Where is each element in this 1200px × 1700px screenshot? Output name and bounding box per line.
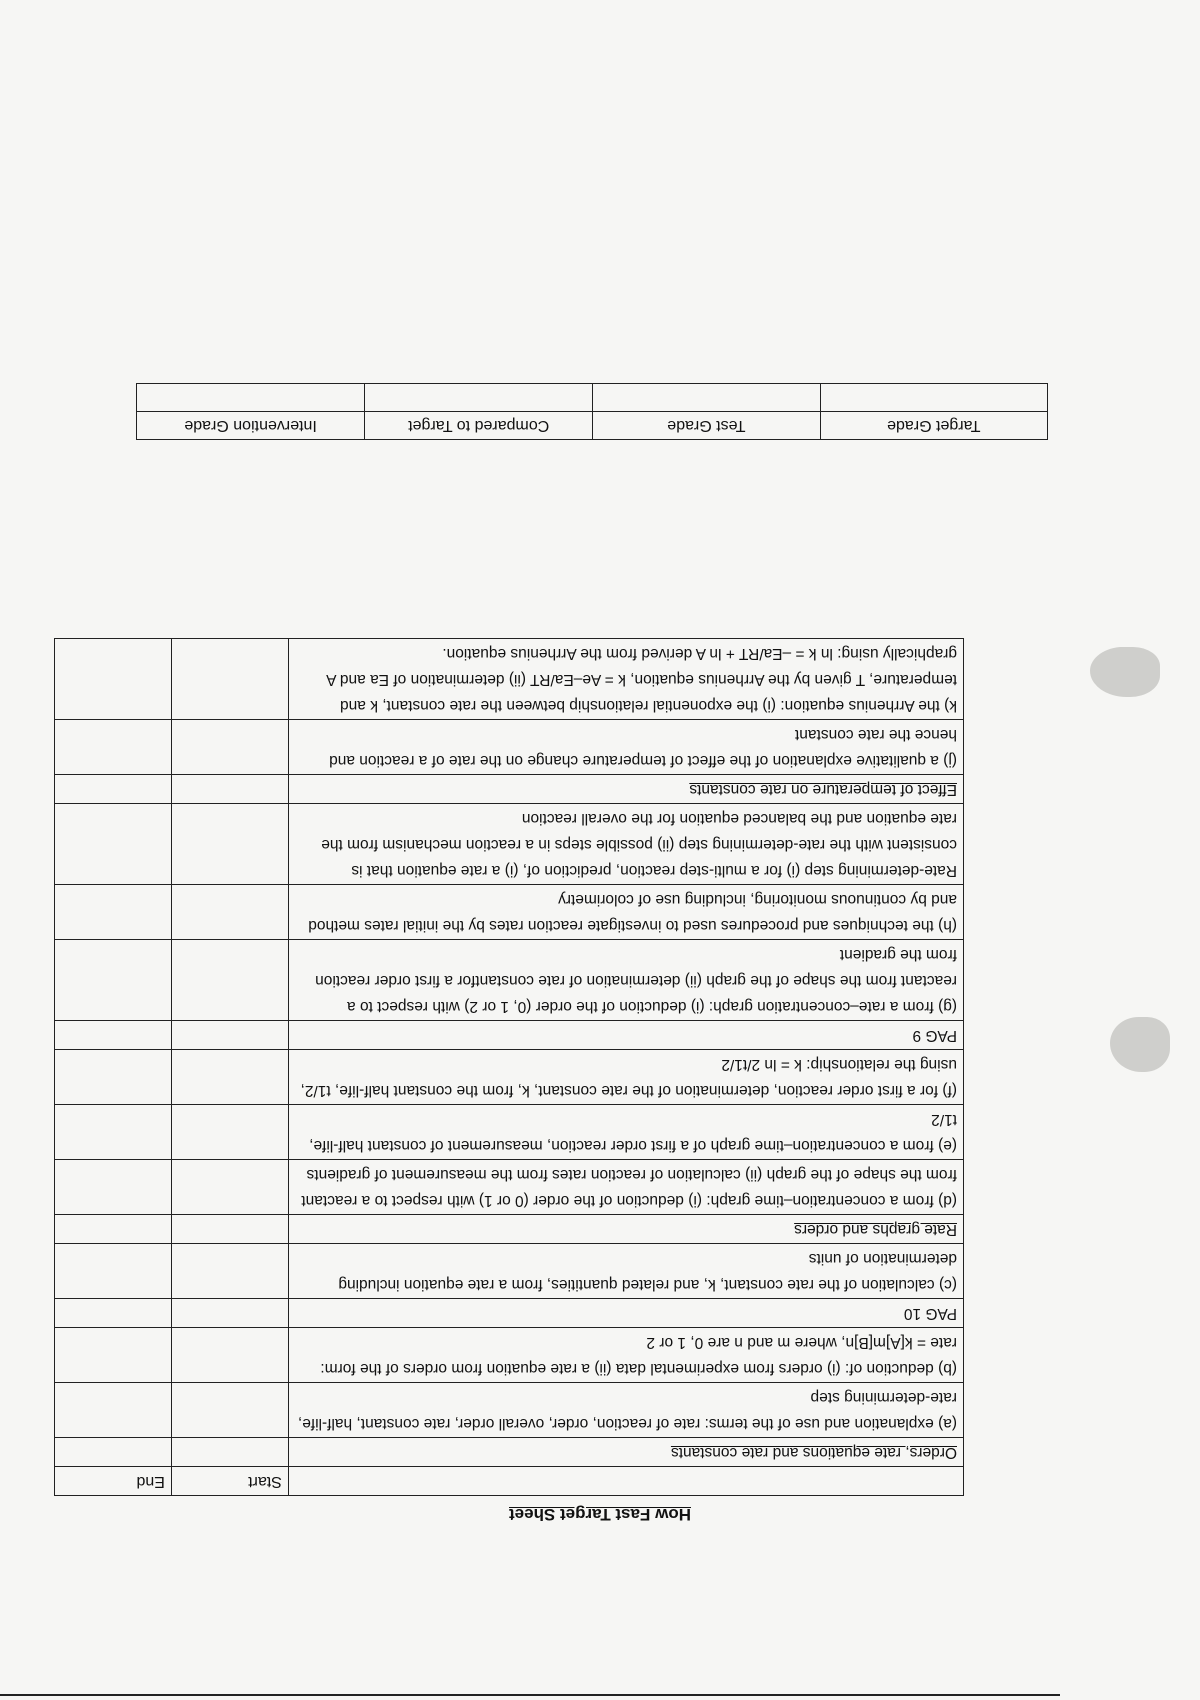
objective-text: (j) a qualitative explanation of the effect of temperature change on the rate of a reaction and hence the rate constant bbox=[288, 720, 963, 775]
end-cell bbox=[55, 804, 172, 885]
objective-text: (c) calculation of the rate constant, k, and related quantities, from a rate equation including determination of units bbox=[288, 1244, 963, 1299]
objective-row bbox=[55, 1160, 964, 1215]
objective-text: k) the Arrhenius equation: (i) the exponential relationship between the rate constant, k and temperature, T given by the Arrhenius equation, k = Ae–Ea/RT (ii) determination of Ea and A graphically using: ln k = –Ea/RT + ln A derived from the Arrhenius equation. bbox=[288, 639, 963, 720]
ink-smudge bbox=[1090, 647, 1160, 697]
table-header-row bbox=[55, 1467, 964, 1496]
grade-target-value bbox=[820, 384, 1047, 412]
pag-label: PAG 9 bbox=[288, 1021, 963, 1050]
start-cell bbox=[171, 1021, 288, 1050]
end-cell bbox=[55, 1215, 172, 1244]
grade-value-row bbox=[137, 384, 1048, 412]
grade-test-value bbox=[593, 384, 820, 412]
ink-smudge bbox=[1110, 1017, 1170, 1072]
start-cell bbox=[171, 639, 288, 720]
objective-row bbox=[55, 804, 964, 885]
grade-test-header: Test Grade bbox=[593, 412, 820, 440]
header-blank-cell bbox=[288, 1467, 963, 1496]
start-cell bbox=[171, 804, 288, 885]
start-cell bbox=[171, 1244, 288, 1299]
objective-row bbox=[55, 1328, 964, 1383]
end-cell bbox=[55, 1328, 172, 1383]
grade-compared-header: Compared to Target bbox=[365, 412, 593, 440]
end-cell bbox=[55, 1105, 172, 1160]
header-start: Start bbox=[171, 1467, 288, 1496]
start-cell bbox=[171, 940, 288, 1021]
section-heading: Rate graphs and orders bbox=[288, 1215, 963, 1244]
start-cell bbox=[171, 775, 288, 804]
end-cell bbox=[55, 1050, 172, 1105]
end-cell bbox=[55, 940, 172, 1021]
start-cell bbox=[171, 1050, 288, 1105]
start-cell bbox=[171, 1160, 288, 1215]
start-cell bbox=[171, 720, 288, 775]
objective-row bbox=[55, 940, 964, 1021]
start-cell bbox=[171, 1438, 288, 1467]
start-cell bbox=[171, 1383, 288, 1438]
grade-intervention-value bbox=[137, 384, 365, 412]
objective-text: Rate-determining step (i) for a multi-step reaction, prediction of, (i) a rate equation that is consistent with the rate-determining step (ii) possible steps in a reaction mechanism from the rate equation and the balanced equation for the overall reaction bbox=[288, 804, 963, 885]
end-cell bbox=[55, 1383, 172, 1438]
end-cell bbox=[55, 1160, 172, 1215]
section-heading: Orders, rate equations and rate constants bbox=[288, 1438, 963, 1467]
end-cell bbox=[55, 1299, 172, 1328]
objective-text: (h) the techniques and procedures used to investigate reaction rates by the initial rates method and by continuous monitoring, including use of colorimetry bbox=[288, 885, 963, 940]
section-row bbox=[55, 1215, 964, 1244]
start-cell bbox=[171, 1328, 288, 1383]
pag-row bbox=[55, 1299, 964, 1328]
section-row bbox=[55, 1438, 964, 1467]
objective-text: (d) from a concentration–time graph: (i) deduction of the order (0 or 1) with respect to a reactant from the shape of the graph (ii) calculation of reaction rates from the measurement of gradients bbox=[288, 1160, 963, 1215]
header-end: End bbox=[55, 1467, 172, 1496]
objective-row bbox=[55, 1383, 964, 1438]
start-cell bbox=[171, 1215, 288, 1244]
end-cell bbox=[55, 885, 172, 940]
page-title: How Fast Target Sheet bbox=[509, 1505, 691, 1524]
objective-text: (a) explanation and use of the terms: rate of reaction, order, overall order, rate constant, half-life, rate-determining step bbox=[288, 1383, 963, 1438]
pag-row bbox=[55, 1021, 964, 1050]
grade-intervention-header: Intervention Grade bbox=[137, 412, 365, 440]
objective-text: (f) for a first order reaction, determination of the rate constant, k, from the constant half-life, t1/2, using the relationship: k = ln 2/t1/2 bbox=[288, 1050, 963, 1105]
grade-table bbox=[136, 383, 1048, 440]
start-cell bbox=[171, 1105, 288, 1160]
grade-target-header: Target Grade bbox=[820, 412, 1047, 440]
objective-text: (g) from a rate–concentration graph: (i) deduction of the order (0, 1 or 2) with respect to a reactant from the shape of the graph (ii) determination of rate constantfor a first order reaction from the gradient bbox=[288, 940, 963, 1021]
grade-header-row bbox=[137, 412, 1048, 440]
objective-row bbox=[55, 720, 964, 775]
start-cell bbox=[171, 1299, 288, 1328]
objective-text: (e) from a concentration–time graph of a first order reaction, measurement of constant half-life, t1/2 bbox=[288, 1105, 963, 1160]
end-cell bbox=[55, 720, 172, 775]
pag-label: PAG 10 bbox=[288, 1299, 963, 1328]
end-cell bbox=[55, 639, 172, 720]
grade-compared-value bbox=[365, 384, 593, 412]
objective-row bbox=[55, 885, 964, 940]
end-cell bbox=[55, 1438, 172, 1467]
target-table bbox=[54, 638, 964, 1496]
objective-text: (b) deduction of: (i) orders from experimental data (ii) a rate equation from orders of the form: rate = k[A]m[B]n, where m and n are 0, 1 or 2 bbox=[288, 1328, 963, 1383]
objective-row bbox=[55, 1244, 964, 1299]
objective-row bbox=[55, 1050, 964, 1105]
end-cell bbox=[55, 1021, 172, 1050]
end-cell bbox=[55, 1244, 172, 1299]
section-row bbox=[55, 775, 964, 804]
objective-row bbox=[55, 639, 964, 720]
objective-row bbox=[55, 1105, 964, 1160]
top-rule bbox=[0, 1694, 1060, 1696]
end-cell bbox=[55, 775, 172, 804]
start-cell bbox=[171, 885, 288, 940]
section-heading: Effect of temperature on rate constants bbox=[288, 775, 963, 804]
